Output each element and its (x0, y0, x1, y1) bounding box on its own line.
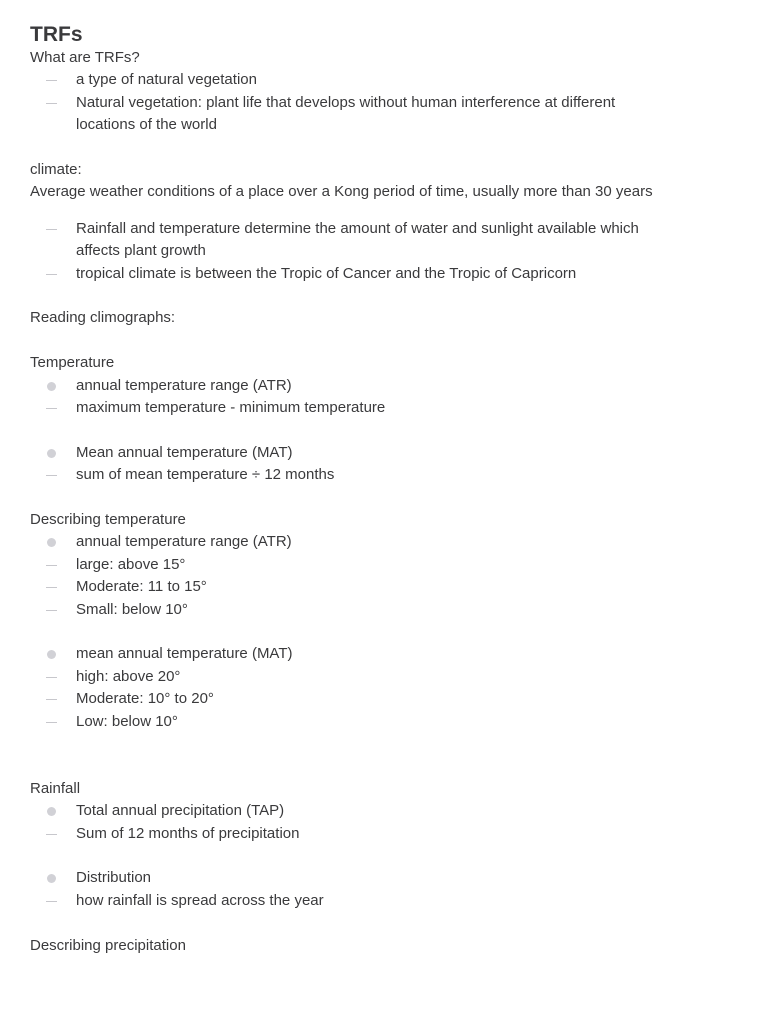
list-item: tropical climate is between the Tropic of Cancer and the Tropic of Capricorn (30, 263, 742, 285)
spacer (30, 487, 742, 509)
dot-bullet-icon (46, 442, 58, 464)
dash-bullet-icon (46, 92, 58, 114)
dot-bullet-icon (46, 800, 58, 822)
spacer (30, 204, 742, 218)
dash-bullet-icon (46, 599, 58, 621)
spacer (30, 621, 742, 643)
spacer (30, 845, 742, 867)
dash-bullet-icon (46, 218, 58, 240)
climate-definition: Average weather conditions of a place over a Kong period of time, usually more than 30 years (30, 183, 653, 201)
list-item: Natural vegetation: plant life that develops without human interference at different locations of the world (30, 92, 742, 137)
list-item: Mean annual temperature (MAT) (30, 442, 742, 464)
dash-bullet-icon (46, 688, 58, 710)
spacer (30, 912, 742, 934)
list-item: Moderate: 10° to 20° (30, 688, 742, 710)
dash-bullet-icon (46, 890, 58, 912)
list-item: annual temperature range (ATR) (30, 531, 742, 553)
list-item: a type of natural vegetation (30, 69, 742, 91)
list-item: Sum of 12 months of precipitation (30, 823, 742, 845)
dash-bullet-icon (46, 576, 58, 598)
list-item: sum of mean temperature ÷ 12 months (30, 464, 742, 486)
dot-bullet-icon (46, 867, 58, 889)
list-item: Low: below 10° (30, 711, 742, 733)
list-item: Total annual precipitation (TAP) (30, 800, 742, 822)
list-item: Moderate: 11 to 15° (30, 576, 742, 598)
dash-bullet-icon (46, 554, 58, 576)
note-body[interactable] (30, 0, 742, 957)
dash-bullet-icon (46, 263, 58, 285)
list-item: maximum temperature - minimum temperature (30, 397, 742, 419)
list-item: Rainfall and temperature determine the amount of water and sunlight available which affects plant growth (30, 218, 742, 263)
list-item: high: above 20° (30, 666, 742, 688)
section-heading-describing-temperature: Describing temperature (30, 511, 186, 529)
dot-bullet-icon (46, 643, 58, 665)
spacer (30, 419, 742, 441)
note-title: TRFs (30, 23, 83, 46)
section-heading-temperature: Temperature (30, 354, 115, 372)
list-item: Small: below 10° (30, 599, 742, 621)
section-heading-what: What are TRFs? (30, 49, 140, 66)
dot-bullet-icon (46, 375, 58, 397)
spacer (30, 733, 742, 755)
list-item: mean annual temperature (MAT) (30, 643, 742, 665)
dash-bullet-icon (46, 69, 58, 91)
spacer (30, 137, 742, 159)
list-item: how rainfall is spread across the year (30, 890, 742, 912)
list-item: annual temperature range (ATR) (30, 375, 742, 397)
section-heading-climate: climate: (30, 161, 82, 179)
section-heading-rainfall: Rainfall (30, 779, 81, 797)
spacer (30, 330, 742, 352)
dash-bullet-icon (46, 464, 58, 486)
dash-bullet-icon (46, 397, 58, 419)
spacer (30, 285, 742, 307)
dash-bullet-icon (46, 666, 58, 688)
dash-bullet-icon (46, 711, 58, 733)
list-item: Distribution (30, 867, 742, 889)
list-item: large: above 15° (30, 554, 742, 576)
dash-bullet-icon (46, 823, 58, 845)
dot-bullet-icon (46, 531, 58, 553)
section-heading-describing-precipitation: Describing precipitation (30, 936, 186, 954)
section-heading-reading: Reading climographs: (30, 309, 176, 327)
spacer (30, 755, 742, 777)
